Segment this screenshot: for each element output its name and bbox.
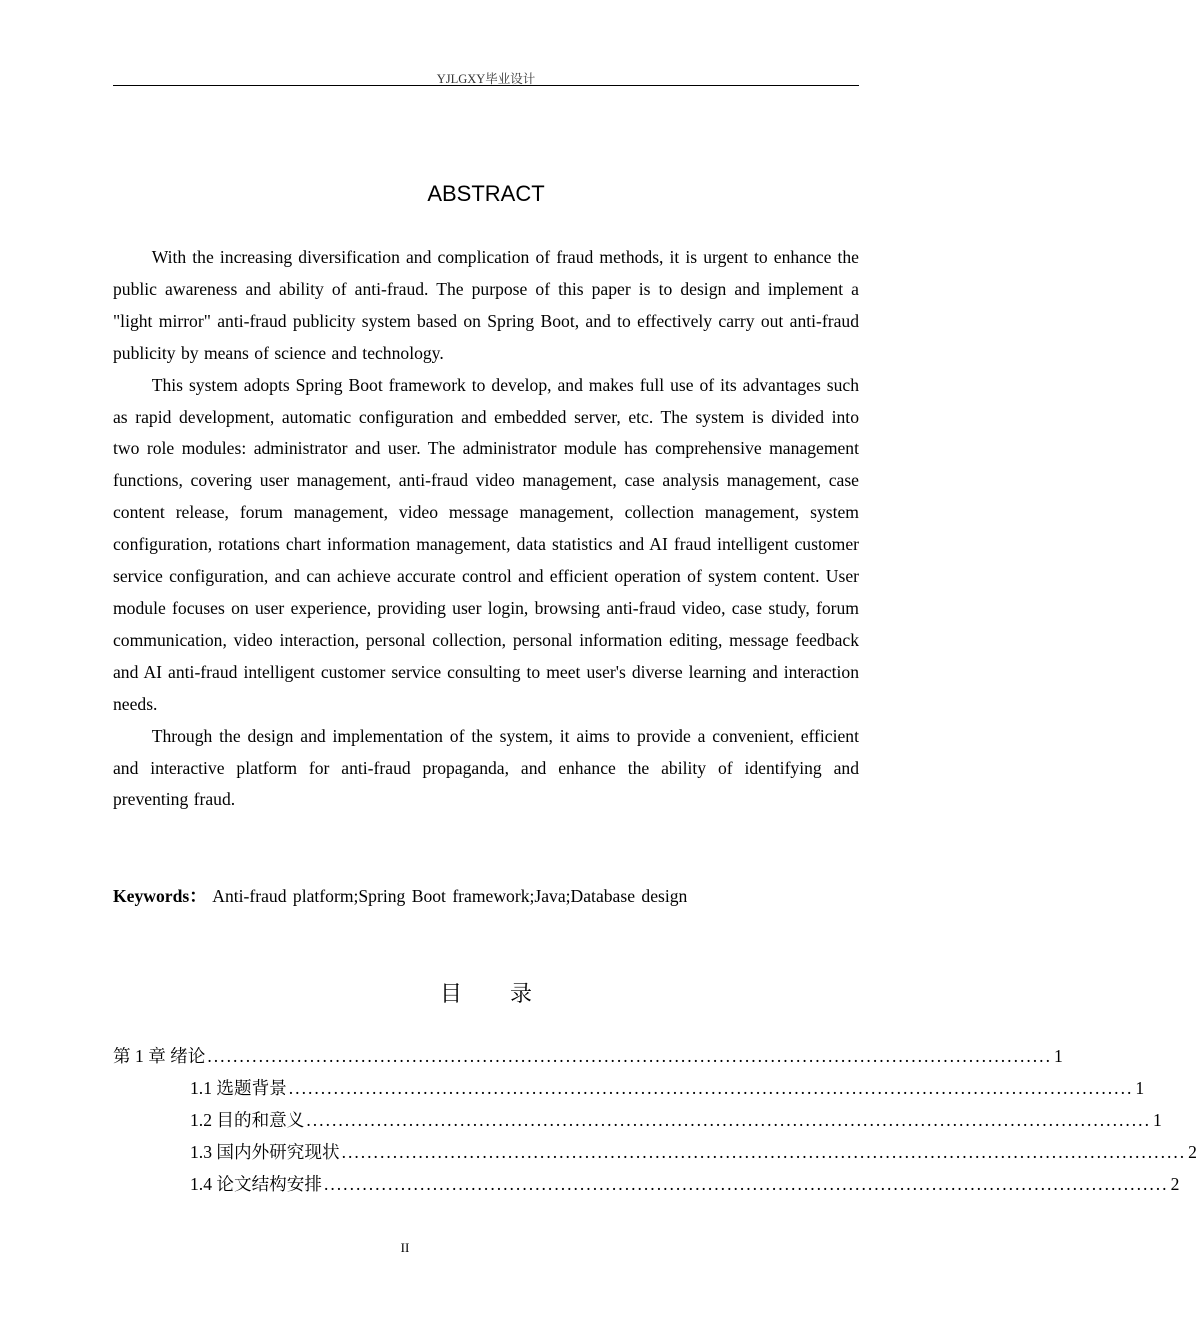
toc-entry-chapter-1[interactable] xyxy=(113,1040,1063,1072)
toc-entry-page: 1 xyxy=(1152,1110,1162,1130)
toc-entry-1-4[interactable] xyxy=(113,1168,1180,1200)
abstract-paragraph: With the increasing diversification and complication of fraud methods, it is urgent to enhance the public awareness and ability of anti-fraud. The purpose of this paper is to design and implement a "light mirror" anti-fraud publicity system based on Spring Boot, and to effectively carry out anti-fraud publicity by means of science and technology. xyxy=(113,247,859,363)
toc-leader-dots: .................................................................................................................................... xyxy=(207,1046,1052,1066)
toc-leader-dots: .................................................................................................................................... xyxy=(323,1174,1169,1194)
abstract-body xyxy=(113,242,859,816)
toc-entry-page: 2 xyxy=(1170,1174,1180,1194)
page-number: II xyxy=(400,1240,410,1255)
abstract-paragraph: This system adopts Spring Boot framework to develop, and makes full use of its advantages such as rapid development, automatic configuration and embedded server, etc. The system is divided into two role modules: administrator and user. The administrator module has comprehensive management functions, covering user management, anti-fraud video management, case analysis management, case content release, forum management, video message management, collection management, system configuration, rotations chart information management, data statistics and AI fraud intelligent customer service configuration, and can achieve accurate control and efficient operation of system content. User module focuses on user experience, providing user login, browsing anti-fraud video, case study, forum communication, video interaction, personal collection, personal information editing, message feedback and AI anti-fraud intelligent customer service consulting to meet user's diverse learning and interaction needs. xyxy=(113,374,859,714)
toc-title: 目录 xyxy=(439,982,580,1007)
toc-entry-page: 1 xyxy=(1135,1078,1145,1098)
abstract-title: ABSTRACT xyxy=(427,181,545,206)
toc-entry-label: 1.3 国内外研究现状 xyxy=(190,1142,340,1162)
toc-entry-label: 1.1 选题背景 xyxy=(190,1078,287,1098)
keywords-line xyxy=(113,881,859,913)
toc-entry-label: 1.4 论文结构安排 xyxy=(190,1174,322,1194)
toc-entry-page: 1 xyxy=(1053,1046,1063,1066)
toc-leader-dots: .................................................................................................................................... xyxy=(288,1078,1134,1098)
toc-leader-dots: .................................................................................................................................... xyxy=(341,1142,1187,1162)
toc-entry-label: 1.2 目的和意义 xyxy=(190,1110,305,1130)
toc-entry-1-1[interactable] xyxy=(113,1072,1145,1104)
toc-entry-1-3[interactable] xyxy=(113,1136,1197,1168)
toc-entry-label: 第 1 章 绪论 xyxy=(113,1046,206,1066)
page-header: YJLGXY毕业设计 xyxy=(436,72,536,86)
toc-leader-dots: .................................................................................................................................... xyxy=(306,1110,1151,1130)
keywords-value: Anti-fraud platform;Spring Boot framework;Java;Database design xyxy=(212,886,688,906)
toc-entry-page: 2 xyxy=(1188,1142,1197,1162)
toc-entry-1-2[interactable] xyxy=(113,1104,1162,1136)
keywords-label: Keywords： xyxy=(113,886,207,906)
header-rule xyxy=(113,85,859,86)
abstract-paragraph: Through the design and implementation of the system, it aims to provide a convenient, efficient and interactive platform for anti-fraud propaganda, and enhance the ability of identifying and preventing fraud. xyxy=(113,725,859,810)
table-of-contents xyxy=(113,1040,1197,1200)
